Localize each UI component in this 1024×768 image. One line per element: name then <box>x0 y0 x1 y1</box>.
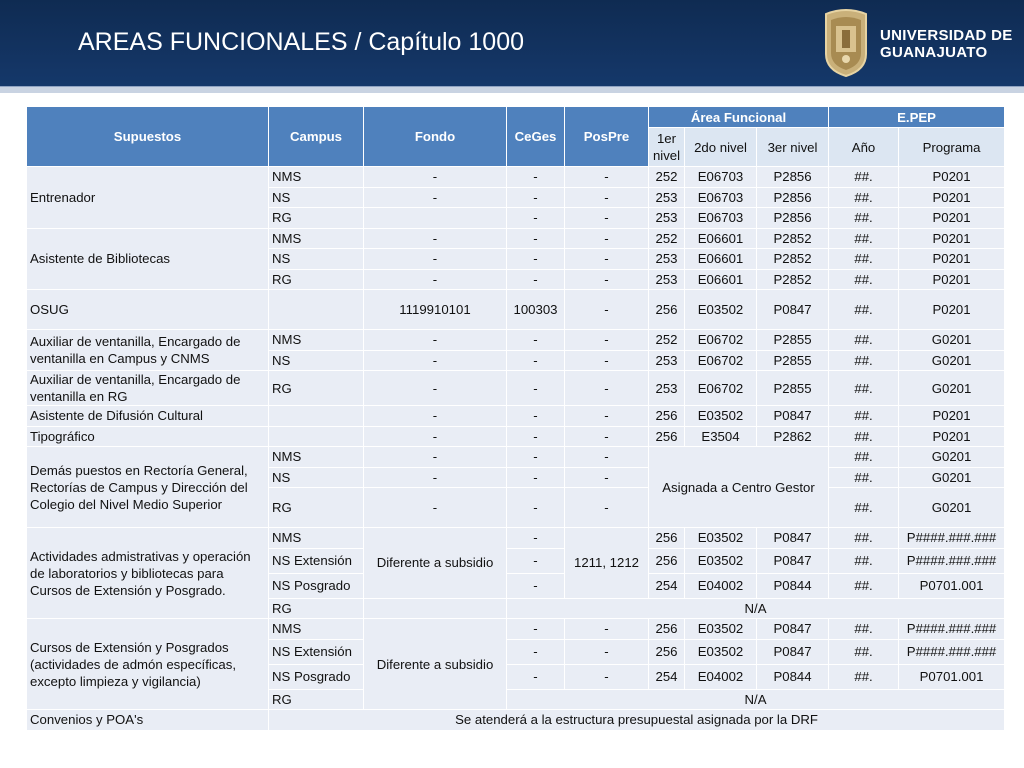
programa-cell: P0201 <box>899 406 1005 427</box>
nivel1-cell: 254 <box>649 573 685 598</box>
fondo-cell: Diferente a subsidio <box>364 619 507 710</box>
programa-cell: G0201 <box>899 447 1005 468</box>
pospre-cell: - <box>565 167 649 188</box>
nivel3-cell: P0844 <box>757 664 829 689</box>
nivel2-cell: E06702 <box>685 350 757 371</box>
ceges-cell: - <box>507 426 565 447</box>
ceges-cell: - <box>507 406 565 427</box>
nivel3-cell: P2852 <box>757 249 829 270</box>
supuesto-cell: Actividades admistrativas y operación de laboratorios y bibliotecas para Cursos de Extensión y Posgrado. <box>27 528 269 619</box>
nivel2-cell: E03502 <box>685 406 757 427</box>
campus-cell: NMS <box>269 528 364 549</box>
pospre-cell: - <box>565 467 649 488</box>
header-supuestos: Supuestos <box>27 107 269 167</box>
pospre-cell: - <box>565 208 649 229</box>
pospre-cell: - <box>565 371 649 406</box>
pospre-cell: - <box>565 187 649 208</box>
anio-cell: ##. <box>829 467 899 488</box>
campus-cell: RG <box>269 598 364 619</box>
ceges-cell: - <box>507 548 565 573</box>
university-logo-text <box>880 27 1013 61</box>
ceges-cell: - <box>507 208 565 229</box>
pospre-cell: - <box>565 488 649 528</box>
ceges-cell: - <box>507 488 565 528</box>
logo-line-2: GUANAJUATO <box>880 44 988 61</box>
nivel1-cell: 253 <box>649 208 685 229</box>
nivel3-cell: P0844 <box>757 573 829 598</box>
fondo-cell: - <box>364 447 507 468</box>
anio-cell: ##. <box>829 447 899 468</box>
header-3er-nivel: 3er nivel <box>757 128 829 167</box>
header-programa: Programa <box>899 128 1005 167</box>
programa-cell: G0201 <box>899 330 1005 351</box>
campus-cell: RG <box>269 689 364 710</box>
anio-cell: ##. <box>829 290 899 330</box>
programa-cell: G0201 <box>899 488 1005 528</box>
campus-cell: NS Extensión <box>269 548 364 573</box>
programa-cell: P0201 <box>899 228 1005 249</box>
header-campus: Campus <box>269 107 364 167</box>
campus-cell: NS <box>269 350 364 371</box>
nivel3-cell: P2856 <box>757 208 829 229</box>
header-anio: Año <box>829 128 899 167</box>
programa-cell: P0201 <box>899 269 1005 290</box>
nivel2-cell: E03502 <box>685 639 757 664</box>
anio-cell: ##. <box>829 639 899 664</box>
programa-cell: P0201 <box>899 290 1005 330</box>
nivel3-cell: P2862 <box>757 426 829 447</box>
nivel1-cell: 253 <box>649 187 685 208</box>
nivel2-cell: E06703 <box>685 187 757 208</box>
pospre-cell: - <box>565 664 649 689</box>
header-epep: E.PEP <box>829 107 1005 128</box>
nivel2-cell: E06601 <box>685 269 757 290</box>
programa-cell: P####.###.### <box>899 619 1005 640</box>
ceges-cell: - <box>507 619 565 640</box>
campus-cell: NS Extensión <box>269 639 364 664</box>
nivel1-cell: 256 <box>649 639 685 664</box>
table-row <box>27 426 1005 447</box>
ceges-cell: 100303 <box>507 290 565 330</box>
table-row <box>27 290 1005 330</box>
header-fondo: Fondo <box>364 107 507 167</box>
areas-funcionales-table <box>26 106 1005 731</box>
campus-cell: NS Posgrado <box>269 573 364 598</box>
campus-cell: RG <box>269 208 364 229</box>
nivel2-cell: E06702 <box>685 371 757 406</box>
header-1er-nivel: 1er nivel <box>649 128 685 167</box>
fondo-cell: - <box>364 371 507 406</box>
nivel2-cell: E06601 <box>685 228 757 249</box>
pospre-cell: - <box>565 350 649 371</box>
nivel2-cell: E06703 <box>685 167 757 188</box>
anio-cell: ##. <box>829 664 899 689</box>
nivel1-cell: 253 <box>649 371 685 406</box>
campus-cell: NS Posgrado <box>269 664 364 689</box>
supuesto-cell: OSUG <box>27 290 269 330</box>
ceges-cell: - <box>507 330 565 351</box>
anio-cell: ##. <box>829 548 899 573</box>
campus-cell: NMS <box>269 330 364 351</box>
nivel3-cell: P0847 <box>757 290 829 330</box>
programa-cell: G0201 <box>899 467 1005 488</box>
ceges-cell: - <box>507 467 565 488</box>
table-row <box>27 330 1005 351</box>
table-row <box>27 371 1005 406</box>
nivel3-cell: P0847 <box>757 619 829 640</box>
anio-cell: ##. <box>829 488 899 528</box>
campus-cell: NMS <box>269 619 364 640</box>
anio-cell: ##. <box>829 619 899 640</box>
campus-cell: NS <box>269 249 364 270</box>
campus-cell: NMS <box>269 447 364 468</box>
anio-cell: ##. <box>829 330 899 351</box>
ceges-cell: - <box>507 350 565 371</box>
anio-cell: ##. <box>829 350 899 371</box>
nivel3-cell: P2856 <box>757 167 829 188</box>
header-pospre: PosPre <box>565 107 649 167</box>
campus-cell: NS <box>269 187 364 208</box>
pospre-cell: - <box>565 447 649 468</box>
nivel2-cell: E03502 <box>685 290 757 330</box>
anio-cell: ##. <box>829 573 899 598</box>
header-2do-nivel: 2do nivel <box>685 128 757 167</box>
campus-cell: NMS <box>269 167 364 188</box>
blank-cell <box>364 598 507 619</box>
header-ceges: CeGes <box>507 107 565 167</box>
nivel1-cell: 256 <box>649 619 685 640</box>
pospre-cell: - <box>565 228 649 249</box>
nivel3-cell: P2855 <box>757 371 829 406</box>
supuesto-cell: Auxiliar de ventanilla, Encargado de ventanilla en Campus y CNMS <box>27 330 269 371</box>
supuesto-cell: Convenios y POA's <box>27 710 269 731</box>
pospre-cell: - <box>565 249 649 270</box>
campus-cell <box>269 290 364 330</box>
supuesto-cell: Cursos de Extensión y Posgrados (actividades de admón específicas, excepto limpieza y vigilancia) <box>27 619 269 710</box>
anio-cell: ##. <box>829 528 899 549</box>
table-row <box>27 167 1005 188</box>
programa-cell: P0201 <box>899 426 1005 447</box>
fondo-cell: - <box>364 167 507 188</box>
ceges-cell: - <box>507 269 565 290</box>
supuesto-cell: Auxiliar de ventanilla, Encargado de ventanilla en RG <box>27 371 269 406</box>
anio-cell: ##. <box>829 406 899 427</box>
anio-cell: ##. <box>829 371 899 406</box>
nivel3-cell: P0847 <box>757 528 829 549</box>
na-cell: N/A <box>507 598 1005 619</box>
nivel2-cell: E03502 <box>685 619 757 640</box>
nivel3-cell: P2852 <box>757 228 829 249</box>
ceges-cell: - <box>507 664 565 689</box>
anio-cell: ##. <box>829 167 899 188</box>
anio-cell: ##. <box>829 187 899 208</box>
nivel1-cell: 256 <box>649 426 685 447</box>
fondo-cell <box>364 208 507 229</box>
nivel3-cell: P2856 <box>757 187 829 208</box>
fondo-cell: - <box>364 330 507 351</box>
pospre-cell: 1211, 1212 <box>565 528 649 599</box>
campus-cell: RG <box>269 269 364 290</box>
convenios-note-cell: Se atenderá a la estructura presupuestal asignada por la DRF <box>269 710 1005 731</box>
campus-cell: RG <box>269 371 364 406</box>
table-row <box>27 447 1005 468</box>
ceges-cell: - <box>507 187 565 208</box>
table-row <box>27 710 1005 731</box>
nivel1-cell: 252 <box>649 167 685 188</box>
slide-title: AREAS FUNCIONALES / Capítulo 1000 <box>78 28 525 56</box>
fondo-cell: - <box>364 467 507 488</box>
nivel3-cell: P0847 <box>757 406 829 427</box>
nivel3-cell: P2855 <box>757 350 829 371</box>
programa-cell: G0201 <box>899 350 1005 371</box>
anio-cell: ##. <box>829 228 899 249</box>
fondo-cell: - <box>364 228 507 249</box>
programa-cell: P0201 <box>899 249 1005 270</box>
nivel1-cell: 256 <box>649 528 685 549</box>
pospre-cell: - <box>565 639 649 664</box>
anio-cell: ##. <box>829 208 899 229</box>
ceges-cell: - <box>507 249 565 270</box>
nivel3-cell: P0847 <box>757 639 829 664</box>
fondo-cell: - <box>364 187 507 208</box>
ceges-cell: - <box>507 447 565 468</box>
supuesto-cell: Entrenador <box>27 167 269 229</box>
na-cell: N/A <box>507 689 1005 710</box>
campus-cell <box>269 406 364 427</box>
fondo-cell: - <box>364 426 507 447</box>
nivel2-cell: E03502 <box>685 528 757 549</box>
pospre-cell: - <box>565 269 649 290</box>
fondo-cell: - <box>364 269 507 290</box>
campus-cell: NS <box>269 467 364 488</box>
fondo-cell: - <box>364 350 507 371</box>
fondo-cell: - <box>364 249 507 270</box>
nivel3-cell: P2855 <box>757 330 829 351</box>
programa-cell: P0701.001 <box>899 573 1005 598</box>
ceges-cell: - <box>507 167 565 188</box>
nivel3-cell: P0847 <box>757 548 829 573</box>
table-row <box>27 619 1005 640</box>
table-row <box>27 228 1005 249</box>
nivel2-cell: E06703 <box>685 208 757 229</box>
supuesto-cell: Tipográfico <box>27 426 269 447</box>
table-row <box>27 406 1005 427</box>
ceges-cell: - <box>507 573 565 598</box>
programa-cell: P0201 <box>899 208 1005 229</box>
programa-cell: P0201 <box>899 167 1005 188</box>
programa-cell: P0701.001 <box>899 664 1005 689</box>
campus-cell <box>269 426 364 447</box>
programa-cell: P####.###.### <box>899 639 1005 664</box>
programa-cell: G0201 <box>899 371 1005 406</box>
pospre-cell: - <box>565 406 649 427</box>
nivel3-cell: P2852 <box>757 269 829 290</box>
supuesto-cell: Asistente de Difusión Cultural <box>27 406 269 427</box>
anio-cell: ##. <box>829 426 899 447</box>
fondo-cell: Diferente a subsidio <box>364 528 507 599</box>
programa-cell: P####.###.### <box>899 528 1005 549</box>
ceges-cell: - <box>507 371 565 406</box>
header-area-funcional: Área Funcional <box>649 107 829 128</box>
campus-cell: RG <box>269 488 364 528</box>
ceges-cell: - <box>507 528 565 549</box>
nivel1-cell: 252 <box>649 228 685 249</box>
pospre-cell: - <box>565 290 649 330</box>
fondo-cell: - <box>364 488 507 528</box>
nivel1-cell: 256 <box>649 548 685 573</box>
nivel2-cell: E04002 <box>685 573 757 598</box>
fondo-cell: - <box>364 406 507 427</box>
nivel2-cell: E3504 <box>685 426 757 447</box>
anio-cell: ##. <box>829 269 899 290</box>
pospre-cell: - <box>565 330 649 351</box>
pospre-cell: - <box>565 619 649 640</box>
ceges-cell: - <box>507 228 565 249</box>
nivel1-cell: 253 <box>649 249 685 270</box>
supuesto-cell: Asistente de Bibliotecas <box>27 228 269 290</box>
nivel1-cell: 252 <box>649 330 685 351</box>
table-row <box>27 528 1005 549</box>
programa-cell: P####.###.### <box>899 548 1005 573</box>
nivel1-cell: 253 <box>649 350 685 371</box>
nivel2-cell: E06702 <box>685 330 757 351</box>
logo-line-1: UNIVERSIDAD DE <box>880 27 1013 44</box>
university-seal-icon <box>822 8 870 78</box>
nivel1-cell: 254 <box>649 664 685 689</box>
header-divider <box>0 86 1024 93</box>
ceges-cell: - <box>507 639 565 664</box>
programa-cell: P0201 <box>899 187 1005 208</box>
campus-cell: NMS <box>269 228 364 249</box>
nivel1-cell: 256 <box>649 406 685 427</box>
supuesto-cell: Demás puestos en Rectoría General, Rectorías de Campus y Dirección del Colegio del Nivel Medio Superior <box>27 447 269 528</box>
nivel2-cell: E04002 <box>685 664 757 689</box>
anio-cell: ##. <box>829 249 899 270</box>
nivel2-cell: E06601 <box>685 249 757 270</box>
fondo-cell: 1119910101 <box>364 290 507 330</box>
pospre-cell: - <box>565 426 649 447</box>
asignada-centro-gestor-cell: Asignada a Centro Gestor <box>649 447 829 528</box>
nivel2-cell: E03502 <box>685 548 757 573</box>
nivel1-cell: 253 <box>649 269 685 290</box>
nivel1-cell: 256 <box>649 290 685 330</box>
